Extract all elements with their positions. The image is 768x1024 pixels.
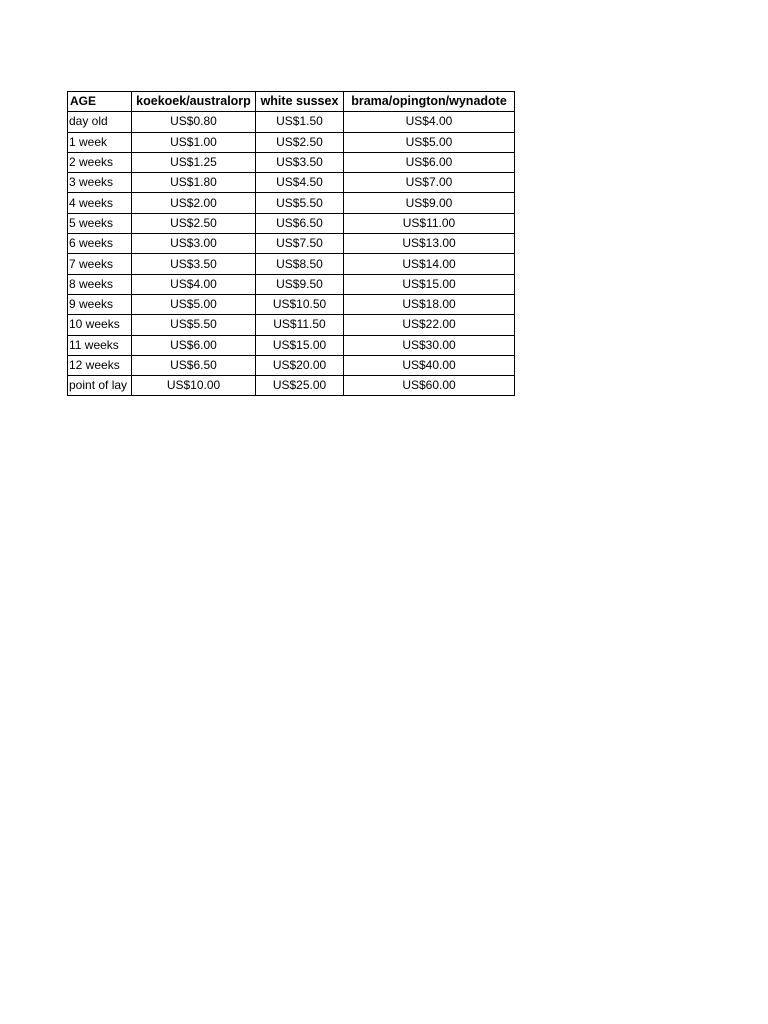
age-cell: point of lay bbox=[68, 376, 132, 396]
white-sussex-price: US$3.50 bbox=[256, 152, 344, 172]
white-sussex-price: US$2.50 bbox=[256, 132, 344, 152]
age-cell: 8 weeks bbox=[68, 274, 132, 294]
brama-opington-wynadote-price: US$60.00 bbox=[344, 376, 515, 396]
table-row bbox=[68, 234, 515, 254]
age-cell: 5 weeks bbox=[68, 213, 132, 233]
age-cell: 2 weeks bbox=[68, 152, 132, 172]
age-cell: 9 weeks bbox=[68, 294, 132, 314]
koekoek-australorp-price: US$1.00 bbox=[132, 132, 256, 152]
table-row bbox=[68, 152, 515, 172]
white-sussex-price: US$4.50 bbox=[256, 173, 344, 193]
white-sussex-price: US$9.50 bbox=[256, 274, 344, 294]
table-row bbox=[68, 112, 515, 132]
koekoek-australorp-price: US$1.25 bbox=[132, 152, 256, 172]
koekoek-australorp-price: US$3.50 bbox=[132, 254, 256, 274]
white-sussex-price: US$20.00 bbox=[256, 355, 344, 375]
header-white-sussex: white sussex bbox=[256, 92, 344, 112]
white-sussex-price: US$1.50 bbox=[256, 112, 344, 132]
age-cell: 10 weeks bbox=[68, 315, 132, 335]
brama-opington-wynadote-price: US$14.00 bbox=[344, 254, 515, 274]
table-row bbox=[68, 274, 515, 294]
brama-opington-wynadote-price: US$6.00 bbox=[344, 152, 515, 172]
white-sussex-price: US$11.50 bbox=[256, 315, 344, 335]
brama-opington-wynadote-price: US$5.00 bbox=[344, 132, 515, 152]
table-row bbox=[68, 132, 515, 152]
koekoek-australorp-price: US$10.00 bbox=[132, 376, 256, 396]
header-koekoek-australorp: koekoek/australorp bbox=[132, 92, 256, 112]
table-body bbox=[68, 112, 515, 396]
header-brama-opington-wynadote: brama/opington/wynadote bbox=[344, 92, 515, 112]
table-row bbox=[68, 294, 515, 314]
white-sussex-price: US$8.50 bbox=[256, 254, 344, 274]
white-sussex-price: US$5.50 bbox=[256, 193, 344, 213]
koekoek-australorp-price: US$5.50 bbox=[132, 315, 256, 335]
table-row bbox=[68, 193, 515, 213]
koekoek-australorp-price: US$6.00 bbox=[132, 335, 256, 355]
table-row bbox=[68, 376, 515, 396]
table-row bbox=[68, 315, 515, 335]
brama-opington-wynadote-price: US$30.00 bbox=[344, 335, 515, 355]
brama-opington-wynadote-price: US$40.00 bbox=[344, 355, 515, 375]
koekoek-australorp-price: US$2.50 bbox=[132, 213, 256, 233]
table-row bbox=[68, 213, 515, 233]
age-cell: 7 weeks bbox=[68, 254, 132, 274]
brama-opington-wynadote-price: US$15.00 bbox=[344, 274, 515, 294]
koekoek-australorp-price: US$3.00 bbox=[132, 234, 256, 254]
koekoek-australorp-price: US$1.80 bbox=[132, 173, 256, 193]
brama-opington-wynadote-price: US$13.00 bbox=[344, 234, 515, 254]
age-cell: 3 weeks bbox=[68, 173, 132, 193]
white-sussex-price: US$6.50 bbox=[256, 213, 344, 233]
white-sussex-price: US$15.00 bbox=[256, 335, 344, 355]
koekoek-australorp-price: US$6.50 bbox=[132, 355, 256, 375]
brama-opington-wynadote-price: US$4.00 bbox=[344, 112, 515, 132]
koekoek-australorp-price: US$0.80 bbox=[132, 112, 256, 132]
age-cell: day old bbox=[68, 112, 132, 132]
brama-opington-wynadote-price: US$7.00 bbox=[344, 173, 515, 193]
table-row bbox=[68, 355, 515, 375]
age-cell: 1 week bbox=[68, 132, 132, 152]
age-cell: 12 weeks bbox=[68, 355, 132, 375]
white-sussex-price: US$7.50 bbox=[256, 234, 344, 254]
table-row bbox=[68, 254, 515, 274]
age-cell: 11 weeks bbox=[68, 335, 132, 355]
price-table bbox=[67, 91, 515, 396]
brama-opington-wynadote-price: US$18.00 bbox=[344, 294, 515, 314]
header-age: AGE bbox=[68, 92, 132, 112]
white-sussex-price: US$10.50 bbox=[256, 294, 344, 314]
white-sussex-price: US$25.00 bbox=[256, 376, 344, 396]
koekoek-australorp-price: US$4.00 bbox=[132, 274, 256, 294]
brama-opington-wynadote-price: US$9.00 bbox=[344, 193, 515, 213]
header-row bbox=[68, 92, 515, 112]
koekoek-australorp-price: US$5.00 bbox=[132, 294, 256, 314]
age-cell: 6 weeks bbox=[68, 234, 132, 254]
koekoek-australorp-price: US$2.00 bbox=[132, 193, 256, 213]
brama-opington-wynadote-price: US$22.00 bbox=[344, 315, 515, 335]
brama-opington-wynadote-price: US$11.00 bbox=[344, 213, 515, 233]
age-cell: 4 weeks bbox=[68, 193, 132, 213]
table-row bbox=[68, 335, 515, 355]
table-row bbox=[68, 173, 515, 193]
